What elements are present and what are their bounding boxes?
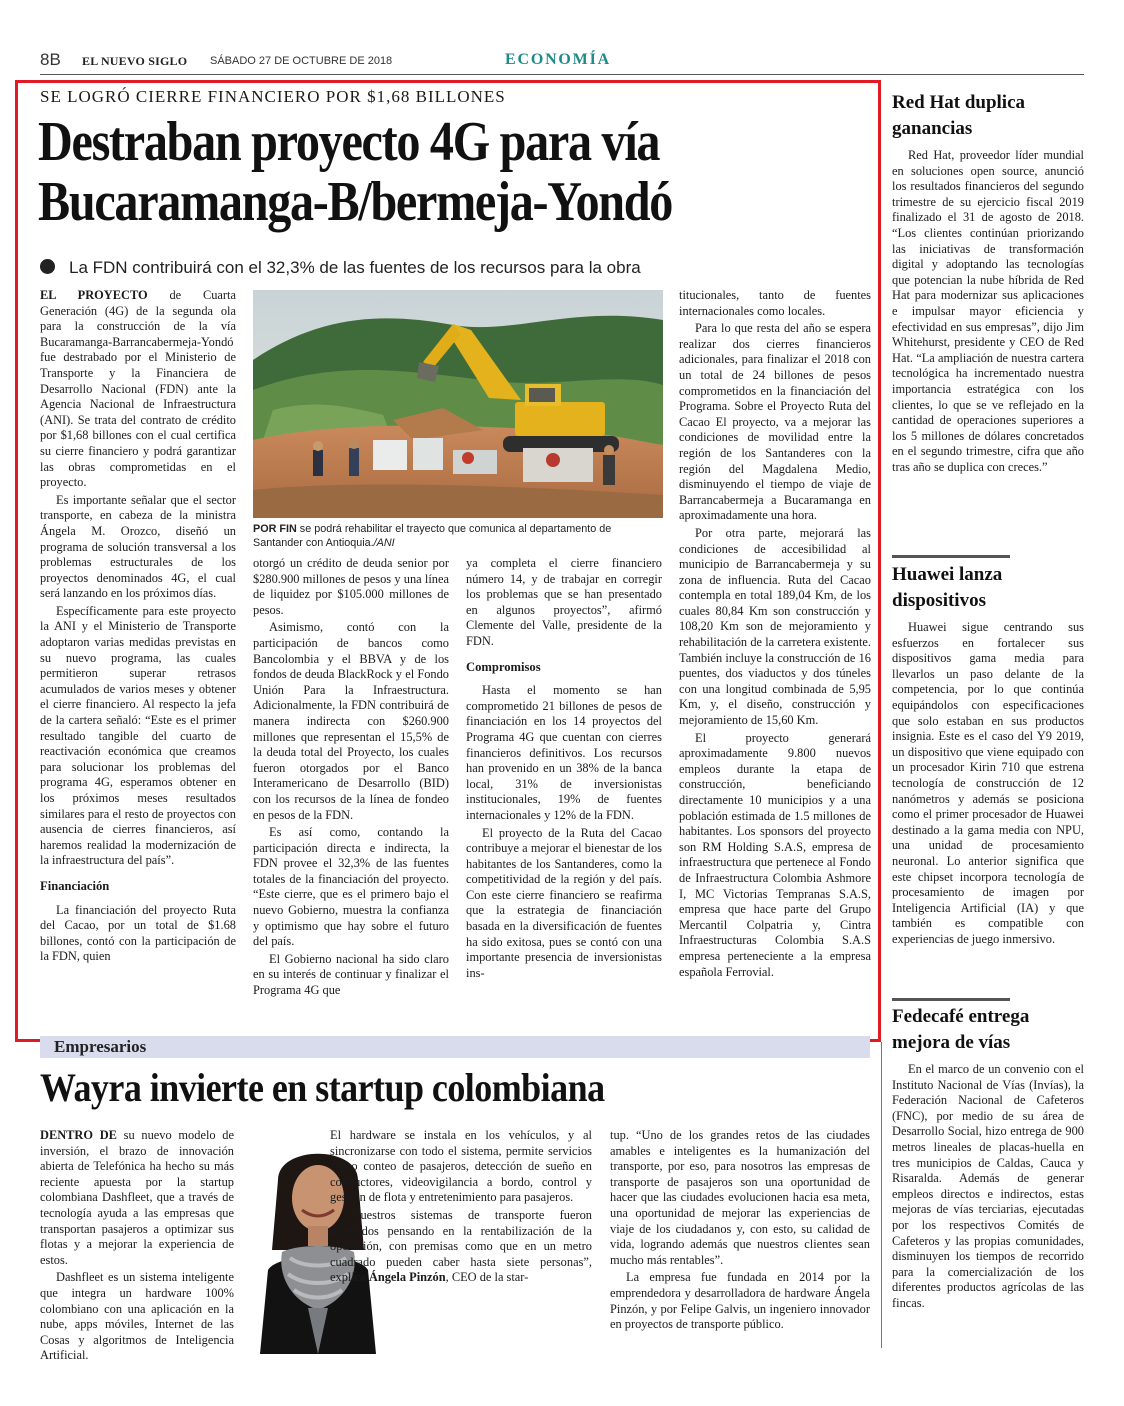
subheading-compromisos: Compromisos xyxy=(466,659,541,674)
subhead-text: La FDN contribuirá con el 32,3% de las fuentes de los recursos para la obra xyxy=(69,258,641,277)
paragraph: Es así como, contando la participación directa e indirecta, la FDN provee el 32,3% de las fuentes totales de la financiación del proyecto. “Este cierre, que es el primero bajo el nuevo Gobierno, muestra la confianza y optimismo que hay sobre el futuro del país. xyxy=(253,825,449,949)
paragraph: Específicamente para este proyecto la ANI y el Ministerio de Transporte adoptaron varias medidas previstas en su nuevo programa, las cuales permitieron superar retrasos acumulados de varios meses y obtener el cierre financiero. Al respecto la jefa de la cartera señaló: “Este es el primer resultado tangible del cuarto de reactivación económica que creamos para solucionar los problemas del programa 4G, esperamos obtener en los próximos meses resultados similares para el resto de proyectos con ausencia de cierres financieros, así haremos realidad la modernización de la infraestructura del país”. xyxy=(40,603,236,868)
subheading-financiacion: Financiación xyxy=(40,878,110,893)
lead-words: DENTRO DE xyxy=(40,1128,117,1142)
paragraph: tup. “Uno de los grandes retos de las ciudades amables e inteligentes es la humanización del transporte, por eso, para nosotros las empresas de transporte de pasajeros son una oportunidad de hacer que las ciudades evolucionen hacia esa meta, una oportunidad de mejorar las experiencias de viaje de los ciudadanos y, con esto, su calidad de vida, logrando además que nuestros clientes sean mucho más rentables”. xyxy=(610,1128,870,1267)
photo-caption xyxy=(253,522,663,550)
paragraph: La empresa fue fundada en 2014 por la emprendedora y desarrolladora de hardware Ángela Pinzón, y por Felipe Galvis, un ingeniero innovador en proyectos de transporte público. xyxy=(610,1270,870,1332)
paragraph: La financiación del proyecto Ruta del Cacao, por un total de $1.68 billones, contó con la participación de la FDN, quien xyxy=(40,902,236,964)
main-headline-line-1: Destraban proyecto 4G para vía xyxy=(38,111,660,173)
main-column-4 xyxy=(679,288,871,1024)
main-headline xyxy=(38,112,752,232)
sidebar-divider xyxy=(892,998,1010,1001)
sidebar-title-redhat: Red Hat duplica ganancias xyxy=(892,92,1026,139)
paragraph: El hardware se instala en los vehículos, y al sincronizarse con todo el sistema, permite servicios como conteo de pasajeros, detección de sueño en conductores, videovigilancia a bordo, control y gestión de flota y entretenimiento para pasajeros. xyxy=(330,1128,592,1205)
section-title: ECONOMÍA xyxy=(505,51,611,68)
column-divider xyxy=(881,1042,882,1348)
main-column-3 xyxy=(466,556,662,1024)
sidebar-body-redhat: Red Hat, proveedor líder mundial en soluciones open source, anunció los resultados financieros del segundo trimestre de su ejercicio fiscal 2019 finalizado el 31 de agosto de 2018. “Los clientes continúan priorizando las iniciativas de transformación digital y adoptando las tecnologías que potencian la nube híbrida de Red Hat para modernizar sus aplicaciones e impulsar mayor eficiencia y efectividad en sus empresas”, dijo Jim Whitehurst, presidente y CEO de Red Hat. “La ampliación de nuestra cartera tecnológica ha incrementado nuestra importancia estratégica con los clientes, lo que se ve reflejado en la cantidad de operaciones superiores a los 5 millones de dólares concretados en el segundo trimestre, cifra que año tras año se duplica con creces.” xyxy=(892,148,1084,474)
person-name: Ángela Pinzón xyxy=(368,1270,446,1285)
caption-text: se podrá rehabilitar el trayecto que comunica al departamento de Santander con Antioquia. xyxy=(253,523,612,549)
sidebar-story-huawei xyxy=(892,562,1084,947)
dateline: SÁBADO 27 DE OCTUBRE DE 2018 xyxy=(210,55,393,67)
paragraph: Asimismo, contó con la participación de bancos como Bancolombia y el BBVA y de los fondos de deuda BlackRock y el Fondo Unión Para la Infraestructura. Adicionalmente, la FDN contribuirá de manera indirecta con $260.900 millones que representan el 15,5% de la deuda total del Proyecto, los cuales fueron otorgados por el Banco Interamericano de Desarrollo (BID) con los recursos de la línea de fondeo en pesos de la FDN. xyxy=(253,620,449,822)
page-number: 8B xyxy=(40,50,61,69)
paragraph: titucionales, tanto de fuentes internacionales como locales. xyxy=(679,288,871,318)
paragraph: otorgó un crédito de deuda senior por $280.900 millones de pesos y una línea de liquidez por $105.000 millones de pesos. xyxy=(253,556,449,617)
excavator-scene-image xyxy=(253,290,663,518)
paragraph: Para lo que resta del año se espera realizar dos cierres financieros adicionales, para finalizar el 2018 con un total de 24 billones de pesos comprometidos en la financiación del Programa. Sobre el Proyecto Ruta del Cacao El proyecto, va a mejorar las condiciones de movilidad entre la región de los Santanderes con la región del Magdalena Medio, disminuyendo el tiempo de viaje de Barrancabermeja a Bucaramanga en aproximadamente una hora. xyxy=(679,321,871,523)
paragraph: El proyecto generará aproximadamente 9.800 nuevos empleos durante la etapa de construcción, beneficiando directamente 10 municipios y a una población estimada de 1.5 millones de habitantes. Los sponsors del proyecto son RM Holding S.A.S, empresa de infraestructura que pertenece al Fondo de Infraestructura Colombia Ashmore I, MC Victorias Tempranas S.A.S, empresa que hace parte del Grupo Mercantil Colpatria y, Cintra Infraestructuras Colombia S.A.S empresa perteneciente a la empresa española Ferrovial. xyxy=(679,730,871,979)
bottom-headline: Wayra invierte en startup colombiana xyxy=(40,1065,605,1110)
newspaper-name: EL NUEVO SIGLO xyxy=(82,54,188,68)
main-headline-line-2: Bucaramanga-B/bermeja-Yondó xyxy=(38,171,673,233)
paragraph: El proyecto de la Ruta del Cacao contribuye a mejorar el bienestar de los habitantes de los Santanderes, como la competitividad de la región y del país. Con este cierre financiero se reafirma que la estrategia de financiación basada en la diversificación de fuentes ha sido exitosa, pues se contó con una importante presencia de inversionistas ins- xyxy=(466,825,662,980)
paragraph: ya completa el cierre financiero número 14, y de trabajar en corregir los problemas que se han presentado en algunos proyectos”, afirmó Clemente del Valle, presidente de la FDN. xyxy=(466,556,662,648)
bottom-column-3 xyxy=(610,1128,870,1354)
main-subhead xyxy=(40,258,641,278)
page-header xyxy=(40,50,1084,74)
lead-words: EL PROYECTO xyxy=(40,288,148,302)
paragraph: Dashfleet es un sistema inteligente que integra un hardware 100% colombiano con una aplicación en la nube, apps móviles, Internet de las Cosas y algoritmos de Inteligencia Artificial. xyxy=(40,1270,234,1363)
paragraph: El Gobierno nacional ha sido claro en su interés de continuar y finalizar el Programa 4G que xyxy=(253,951,449,998)
section-band xyxy=(40,1036,870,1058)
sidebar-divider xyxy=(892,555,1010,558)
sidebar-title-fedecafe: Fedecafé entrega mejora de vías xyxy=(892,1006,1030,1053)
sidebar-title-huawei: Huawei lanza dispositivos xyxy=(892,564,1003,611)
bottom-column-2 xyxy=(330,1128,592,1354)
bottom-column-1 xyxy=(40,1128,234,1363)
main-column-1 xyxy=(40,288,236,1024)
caption-lead: POR FIN xyxy=(253,523,297,535)
paragraph: Por otra parte, mejorará las condiciones de accesibilidad al municipio de Barrancabermeja y su zona de influencia. Ruta del Cacao contempla en total 189,04 Km, de los cuales 80,84 Km son construcción y 108,20 Km son de mejoramiento y rehabilitación de la carretera existente. También incluye la construcción de 16 puentes, dos viaductos y dos túneles con una longitud combinada de 5,95 Km, y, el diseño, construcción y mejoramiento de 15,60 Km. xyxy=(679,525,871,728)
main-kicker: SE LOGRÓ CIERRE FINANCIERO POR $1,68 BILLONES xyxy=(40,87,506,106)
sidebar-body-fedecafe: En el marco de un convenio con el Instituto Nacional de Vías (Invías), la Federación Nacional de Cafeteros (FNC), por medio de su área de Desarrollo Social, hizo entrega de 900 metros lineales de placas-huella en tres municipios de Caldas, Cauca y Risaralda. Además de generar empleos directos e indirectos, estas mejoras de vías terciarias, ejecutadas por los respectivos Comités de Cafeteros y las propias comunidades, disminuyen los tiempos de recorrido para la comercialización de los diferentes productos agrícolas de las fincas. xyxy=(892,1062,1084,1310)
paragraph: Es importante señalar que el sector transporte, en cabeza de la ministra Ángela M. Orozco, diseñó un programa de solución transversal a los problemas estructurales de los proyectos denominados 4G, el cual será lanzando en los próximos días. xyxy=(40,492,236,601)
header-rule xyxy=(40,74,1084,75)
sidebar-story-redhat xyxy=(892,90,1084,475)
sidebar-story-fedecafe xyxy=(892,1004,1084,1312)
paragraph: EL PROYECTO de Cuarta Generación (4G) de la segunda ola para la construcción de la vía Bucaramanga-Barrancabermeja-Yondó fue destrabado por el Ministerio de Transporte y la Financiera de Desarrollo Nacional (FDN) ante la Agencia Nacional de Infraestructura (ANI). Se trata del contrato de crédito por $1,68 billones con el cual certifica su cierre financiero y podrá garantizar las obras comprometidas en el proyecto. xyxy=(40,288,237,490)
construction-photo xyxy=(253,290,663,518)
paragraph: DENTRO DE su nuevo modelo de inversión, el brazo de innovación abierta de Telefónica ha hecho su más reciente apuesta por la startup colombiana Dashfleet, que a través de tecnología ayuda a las empresas que transportan pasajeros a optimizar sus flotas y a mejorar la experiencia de estos. xyxy=(40,1128,234,1267)
caption-credit: /ANI xyxy=(373,537,395,549)
paragraph: “Nuestros sistemas de transporte fueron diseñados pensando en la rentabilización de la operación, con premisas como que en un metro cuadrado pueden caber hasta siete personas”, explica Ángela Pinzón, CEO de la star- xyxy=(330,1207,592,1285)
sidebar-body-huawei: Huawei sigue centrando sus esfuerzos en fortalecer sus dispositivos gama media para llevarlos un paso delante de la competencia, por lo que continúa equipándolos con especificaciones que solo estaban en sus productos insignia. Este es el caso del Y9 2019, un dispositivo que viene equipado con un procesador Kirin 710 que estrena tecnología de construcción de 12 nanómetros y además se posiciona como el primer procesador de Huawei destinado a la gama media con NPU, una unidad de procesamiento neuronal. Lo anterior significa que este chipset incorpora tecnología de procesamiento de imagen por Inteligencia Artificial (IA) y que también es compatible con experiencias de juego inmersivo. xyxy=(892,620,1084,946)
section-band-label: Empresarios xyxy=(54,1037,147,1056)
bullet-icon xyxy=(40,259,55,274)
main-column-2 xyxy=(253,556,449,1024)
paragraph: Hasta el momento se han comprometido 21 billones de pesos de financiación en los 14 proyectos del Programa 4G que cuentan con cierres financieros definitivos. Los recursos han provenido en un 38% de la banca local, 31% de inversionistas institucionales, 19% de fuentes internacionales y 12% de la FDN. xyxy=(466,683,662,822)
